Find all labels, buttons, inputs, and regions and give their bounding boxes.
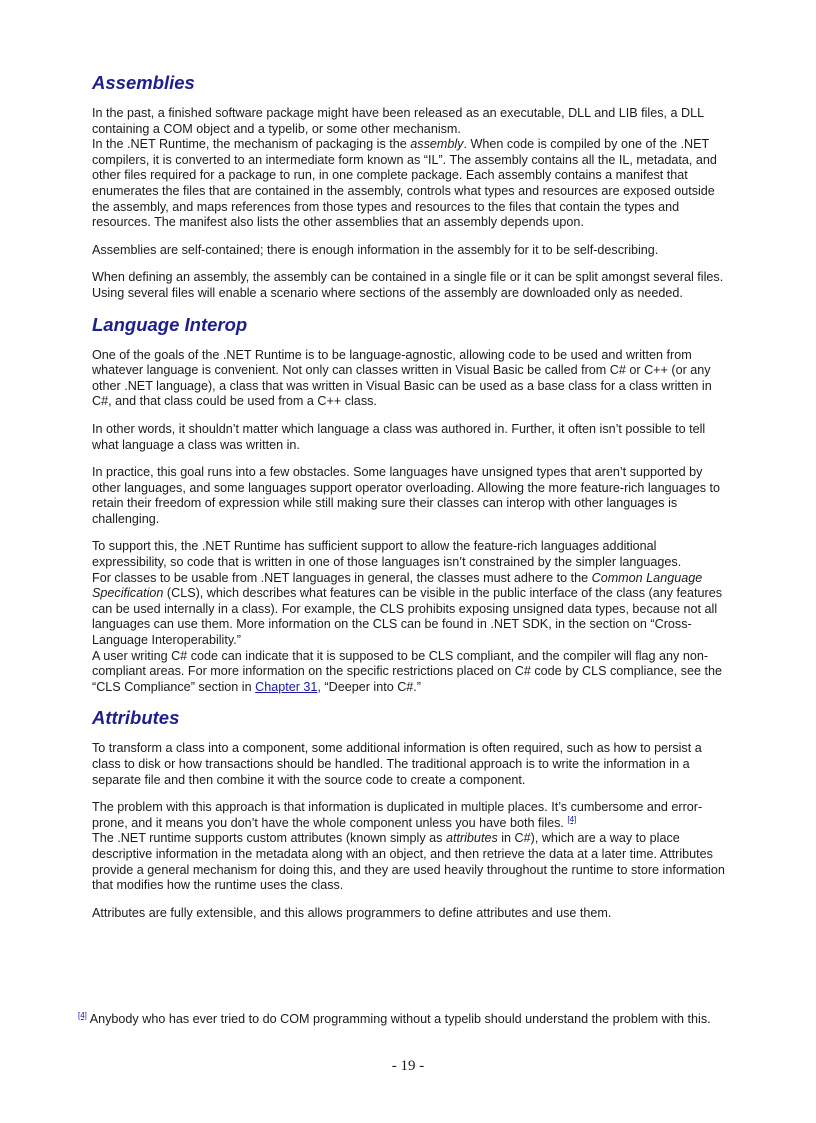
paragraph: The problem with this approach is that information is duplicated in multiple places. It’s cumbersome and error-prone, and it means you don’t have the whole component unless you have both files. [4] [92, 800, 703, 830]
emphasis-term: assembly [410, 137, 464, 152]
paragraph: A user writing C# code can indicate that it is supposed to be CLS compliant, and the compiler will flag any non-compliant areas. For more information on the specific restrictions placed on C# code by CLS compliance, see the “CLS Compliance” section in Chapter 31, “Deeper into C#.” [92, 648, 722, 694]
paragraph: The .NET runtime supports custom attributes (known simply as attributes in C#), which are a way to place descriptive information in the metadata along with an object, and then retrieve the data at a later time. Attributes provide a general mechanism for doing this, and they are used heavily throughout the runtime to store information that modifies how the runtime uses the class. [92, 831, 725, 893]
footnote-4-backlink[interactable]: [4] [78, 1010, 87, 1020]
paragraph: Attributes are fully extensible, and this allows programmers to define attributes and use them. [92, 905, 612, 920]
paragraph: In practice, this goal runs into a few obstacles. Some languages have unsigned types that aren’t supported by other languages, and some languages support operator overloading. Allowing the more feature-rich languages to retain their freedom of expression while still making sure their classes can interop with other languages is challenging. [92, 465, 720, 526]
chapter-31-link[interactable]: Chapter 31 [255, 679, 318, 694]
paragraph: To transform a class into a component, some additional information is often required, such as how to persist a class to disk or how transactions should be handled. The traditional approach is to write the information in a separate file and then combine it with the source code to create a component. [92, 741, 702, 787]
page-number: - 19 - [391, 1058, 425, 1074]
paragraph: In the past, a finished software package might have been released as an executable, DLL and LIB files, a DLL containing a COM object and a typelib, or some other mechanism. [92, 106, 704, 136]
emphasis-term: attributes [445, 831, 498, 846]
paragraph: To support this, the .NET Runtime has sufficient support to allow the feature-rich languages additional expressibility, so code that is written in one of those languages isn’t constrained by the simpler languages. [92, 539, 682, 570]
paragraph: In other words, it shouldn’t matter which language a class was authored in. Further, it often isn’t possible to tell what language a class was written in. [92, 421, 706, 452]
paragraph: One of the goals of the .NET Runtime is to be language-agnostic, allowing code to be used and written from whatever language is convenient. Not only can classes written in Visual Basic be called from C# or C++ (or any other .NET language), a class that was written in Visual Basic can be used as a base class for a class written in C#, and that class could be used from a C++ class. [92, 347, 712, 409]
footnote-text: Anybody who has ever tried to do COM programming without a typelib should understand the problem with this. [86, 1012, 711, 1026]
section-heading-language-interop: Language Interop [92, 313, 248, 335]
section-heading-assemblies: Assemblies [92, 72, 195, 93]
footnote-marker [78, 1011, 87, 1020]
paragraph: For classes to be usable from .NET languages in general, the classes must adhere to the Common Language Specification (CLS), which describes what features can be visible in the public interface of the class (any features can be used internally in a class). For example, the CLS prohibits exposing unsigned data types, because not all languages can use them. More information on the CLS can be found in .NET SDK, in the section on “Cross-Language Interoperability.” [92, 570, 723, 648]
footnote-4-link[interactable]: [4] [567, 814, 577, 824]
paragraph: Assemblies are self-contained; there is enough information in the assembly for it to be self-describing. [92, 242, 659, 257]
paragraph: In the .NET Runtime, the mechanism of packaging is the assembly. When code is compiled by one of the .NET compilers, it is converted to an intermediate form known as “IL”. The assembly contains all the IL, metadata, and other files required for a package to run, in one complete package. Each assembly contains a manifest that enumerates the files that are contained in the assembly, controls what types and resources are exposed outside the assembly, and maps references from those types and resources to the files that contain the types and resources. The manifest also lists the other assemblies that an assembly depends upon. [92, 137, 717, 230]
page-content [92, 72, 732, 921]
section-heading-attributes: Attributes [92, 707, 180, 729]
footnote-reference [567, 815, 576, 824]
emphasis-term: Common Language Specification [92, 570, 703, 601]
paragraph: When defining an assembly, the assembly can be contained in a single file or it can be split amongst several files. Using several files will enable a scenario where sections of the assembly are downloaded only as needed. [92, 270, 724, 300]
footnote [78, 1012, 748, 1028]
